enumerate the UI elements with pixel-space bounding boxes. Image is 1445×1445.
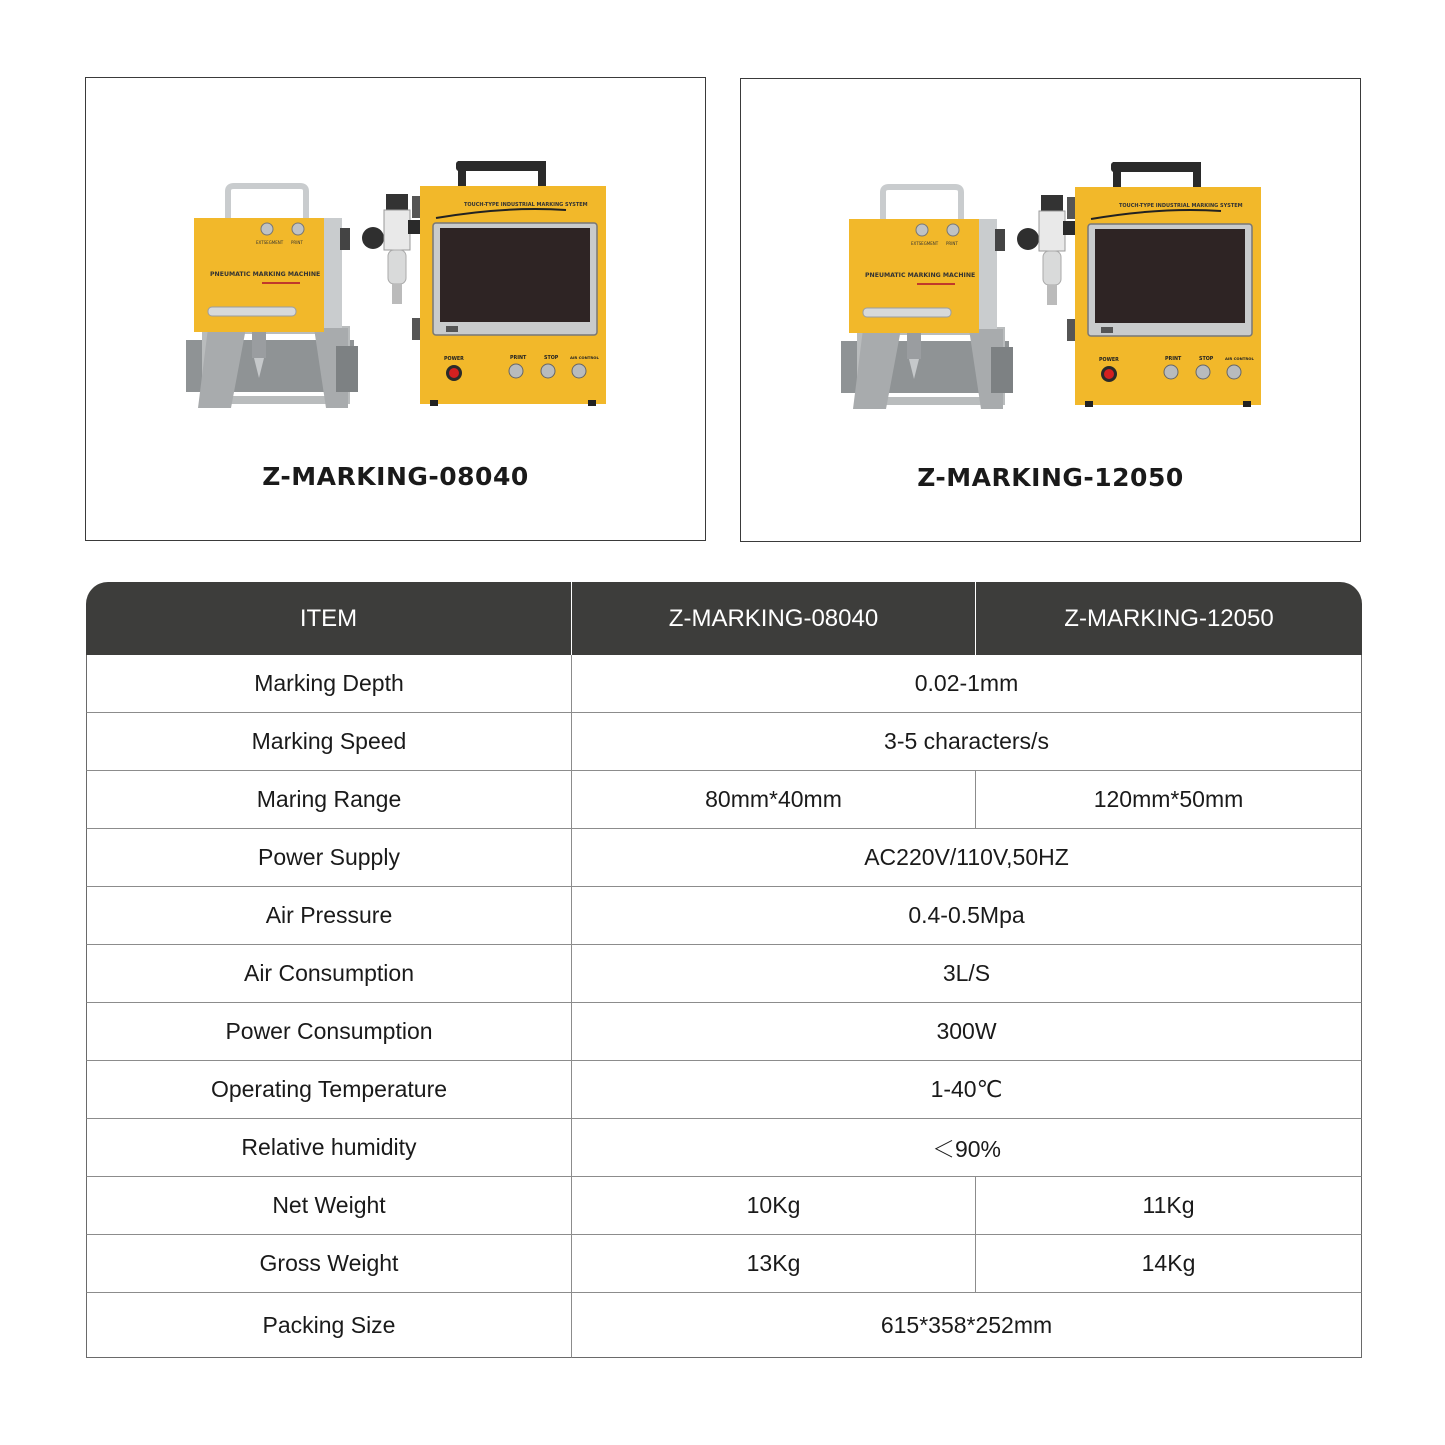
marking-machine-illustration: [741, 79, 1361, 459]
table-row: [86, 771, 1362, 829]
row-value-shared: 0.02-1mm: [571, 655, 1362, 713]
svg-text:EXTSEGMENT: EXTSEGMENT: [911, 241, 939, 246]
table-row: [86, 1177, 1362, 1235]
svg-text:STOP: STOP: [1199, 357, 1214, 362]
svg-text:PRINT: PRINT: [1165, 357, 1182, 362]
svg-text:AIR CONTROL: AIR CONTROL: [570, 355, 599, 360]
svg-text:STOP: STOP: [544, 356, 559, 361]
row-label: Maring Range: [86, 771, 571, 829]
specification-table: [86, 582, 1362, 1358]
table-row: [86, 1293, 1362, 1358]
row-label: Power Consumption: [86, 1003, 571, 1061]
table-row: [86, 1235, 1362, 1293]
product-card-12050: [740, 78, 1361, 542]
marking-head: [841, 187, 1013, 409]
table-row: [86, 713, 1362, 771]
row-value-shared: AC220V/110V,50HZ: [571, 829, 1362, 887]
svg-text:POWER: POWER: [1099, 358, 1119, 363]
row-value-shared: 3-5 characters/s: [571, 713, 1362, 771]
row-value-12050: 120mm*50mm: [975, 771, 1362, 829]
row-value-08040: 10Kg: [571, 1177, 975, 1235]
svg-text:TOUCH-TYPE INDUSTRIAL MARKING: TOUCH-TYPE INDUSTRIAL MARKING SYSTEM: [464, 202, 588, 208]
product-caption: Z-MARKING-08040: [262, 462, 529, 491]
svg-text:AIR CONTROL: AIR CONTROL: [1225, 356, 1254, 361]
row-label: Air Consumption: [86, 945, 571, 1003]
row-label: Operating Temperature: [86, 1061, 571, 1119]
air-filter-regulator: [1017, 195, 1075, 305]
svg-text:PRINT: PRINT: [510, 356, 527, 361]
header-model-08040: Z-MARKING-08040: [571, 582, 975, 655]
row-value-08040: 13Kg: [571, 1235, 975, 1293]
product-caption: Z-MARKING-12050: [917, 463, 1184, 492]
svg-text:PRINT: PRINT: [946, 241, 958, 246]
marking-machine-illustration: [86, 78, 706, 458]
row-value-shared: 3L/S: [571, 945, 1362, 1003]
table-header-row: [86, 582, 1362, 655]
row-label: Air Pressure: [86, 887, 571, 945]
table-body: [86, 655, 1362, 1358]
controller-box: [1067, 162, 1261, 407]
product-card-08040: [85, 77, 706, 541]
row-label: Net Weight: [86, 1177, 571, 1235]
svg-text:TOUCH-TYPE INDUSTRIAL MARKING: TOUCH-TYPE INDUSTRIAL MARKING SYSTEM: [1119, 203, 1243, 209]
table-row: [86, 887, 1362, 945]
table-row: [86, 1119, 1362, 1177]
table-row: [86, 829, 1362, 887]
row-value-12050: 14Kg: [975, 1235, 1362, 1293]
controller-box: [412, 161, 606, 406]
row-value-08040: 80mm*40mm: [571, 771, 975, 829]
svg-text:POWER: POWER: [444, 357, 464, 362]
row-label: Power Supply: [86, 829, 571, 887]
row-label: Marking Speed: [86, 713, 571, 771]
svg-text:PRINT: PRINT: [291, 240, 303, 245]
table-row: [86, 945, 1362, 1003]
table-row: [86, 1061, 1362, 1119]
row-value-shared: ＜90%: [571, 1119, 1362, 1177]
air-filter-regulator: [362, 194, 420, 304]
row-value-12050: 11Kg: [975, 1177, 1362, 1235]
svg-text:PNEUMATIC MARKING MACHINE: PNEUMATIC MARKING MACHINE: [865, 272, 976, 279]
row-label: Packing Size: [86, 1293, 571, 1358]
row-value-shared: 300W: [571, 1003, 1362, 1061]
header-model-12050: Z-MARKING-12050: [975, 582, 1362, 655]
table-row: [86, 655, 1362, 713]
row-value-shared: 0.4-0.5Mpa: [571, 887, 1362, 945]
svg-text:EXTSEGMENT: EXTSEGMENT: [256, 240, 284, 245]
row-value-shared: 615*358*252mm: [571, 1293, 1362, 1358]
header-item: ITEM: [86, 582, 571, 655]
row-value-shared: 1-40℃: [571, 1061, 1362, 1119]
row-label: Gross Weight: [86, 1235, 571, 1293]
svg-text:PNEUMATIC MARKING MACHINE: PNEUMATIC MARKING MACHINE: [210, 271, 321, 278]
row-label: Relative humidity: [86, 1119, 571, 1177]
table-row: [86, 1003, 1362, 1061]
marking-head: [186, 186, 358, 408]
row-label: Marking Depth: [86, 655, 571, 713]
